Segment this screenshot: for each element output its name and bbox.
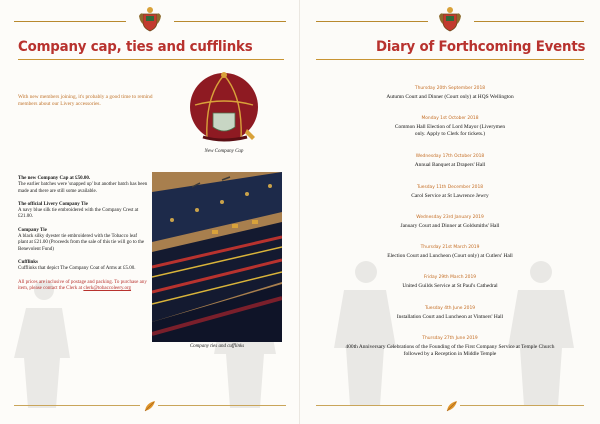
tobacco-leaf-logo-icon	[446, 399, 458, 411]
event-item	[312, 185, 588, 215]
page-title: Company cap, ties and cufflinks	[18, 39, 253, 55]
company-crest-icon	[139, 6, 161, 32]
event-description: Election Court and Luncheon (Court only) at Cutlers' Hall	[387, 253, 513, 260]
cap-caption: New Company Cap	[204, 149, 244, 154]
event-description: Common Hall Election of Lord Mayor (Liverymen only. Apply to Clerk for tickets.)	[394, 124, 506, 138]
accessory-item	[18, 260, 148, 273]
event-item	[312, 116, 588, 154]
event-date: Wednesday 17th October 2018	[415, 154, 485, 160]
clerk-email-link[interactable]: clerk@tobaccoleery.org	[83, 285, 132, 291]
ties-caption: Company ties and cufflinks	[189, 344, 245, 349]
event-description: Annual Banquet at Drapers' Hall	[414, 162, 486, 169]
accessory-title: Cufflinks	[18, 259, 39, 265]
accessory-title: The official Livery Company Tie	[18, 201, 88, 207]
accessory-title: Company Tie	[18, 227, 47, 233]
header-rule-right	[474, 21, 584, 22]
page-title: Diary of Forthcoming Events	[376, 39, 586, 55]
event-item	[312, 215, 588, 245]
background-figure-graphic	[4, 280, 84, 410]
title-underline	[316, 59, 584, 60]
accessory-item	[18, 228, 148, 253]
accessory-title: The new Company Cap at £50.00.	[18, 176, 91, 181]
event-date: Wednesday 23rd January 2019	[416, 214, 484, 220]
prices-note-text: All prices are inclusive of postage and packing. To purchase any item, please contact the Clerk at	[18, 279, 147, 291]
accessory-description: Cufflinks that depict The Company Coat of Arms at £5.00.	[18, 266, 136, 272]
header-rule-left	[14, 21, 126, 22]
event-description: January Court and Dinner at Goldsmiths' Hall	[400, 222, 500, 229]
accessory-list	[18, 176, 148, 299]
event-item	[312, 154, 588, 184]
accessory-description: A black silky dyester tie embroidered with the Tobacco leaf plant at £21.00 (Proceeds from the sale of this tie will go to the Benevolent Fund)	[18, 234, 145, 252]
tobacco-leaf-logo-icon	[144, 399, 156, 411]
footer-rule-right	[460, 405, 584, 406]
event-date: Friday 29th March 2019	[423, 275, 477, 281]
accessory-description: A navy blue silk tie embroidered with the Company Crest at £21.00.	[18, 208, 139, 220]
intro-text: With new members joining, it's probably a good time to remind members about our Livery accessories.	[18, 94, 153, 107]
company-crest-icon	[439, 6, 461, 32]
events-list	[312, 86, 588, 366]
accessory-description: The earlier batches were 'snapped up' but another batch has been made and there are still some available.	[18, 182, 148, 194]
event-date: Tuesday 11th December 2018	[416, 184, 484, 190]
prices-note	[18, 280, 148, 293]
header-rule-left	[316, 21, 428, 22]
event-item	[312, 306, 588, 336]
event-description: United Guilds Service at St Paul's Cathedral	[402, 283, 498, 290]
footer-rule-left	[316, 405, 442, 406]
event-date: Thursday 21st March 2019	[420, 245, 480, 251]
event-item	[312, 245, 588, 275]
event-date: Thursday 27th June 2019	[422, 336, 478, 342]
event-date: Monday 1st October 2018	[421, 116, 479, 122]
event-date: Tuesday 4th June 2019	[424, 305, 476, 311]
title-underline	[18, 59, 284, 60]
footer-rule-right	[158, 405, 286, 406]
company-cap-photo	[183, 67, 265, 145]
event-description: Carol Service at St Lawrence Jewry	[411, 192, 489, 199]
event-description: Autumn Court and Dinner (Court only) at HQS Wellington	[386, 94, 514, 100]
event-item	[312, 336, 588, 366]
event-description: 400th Anniversary Celebrations of the Founding of the First Company Service at Temple Church followed by a Reception in Middle Temple	[345, 344, 555, 358]
header-rule-right	[174, 21, 286, 22]
footer-rule-left	[14, 405, 140, 406]
event-date: Thursday 20th September 2018	[414, 86, 486, 91]
event-item	[312, 275, 588, 305]
event-description: Installation Court and Luncheon at Vintners' Hall	[396, 313, 504, 320]
ties-and-cufflinks-photo	[152, 172, 282, 342]
event-item	[312, 86, 588, 116]
accessory-item	[18, 176, 148, 195]
accessory-item	[18, 202, 148, 221]
